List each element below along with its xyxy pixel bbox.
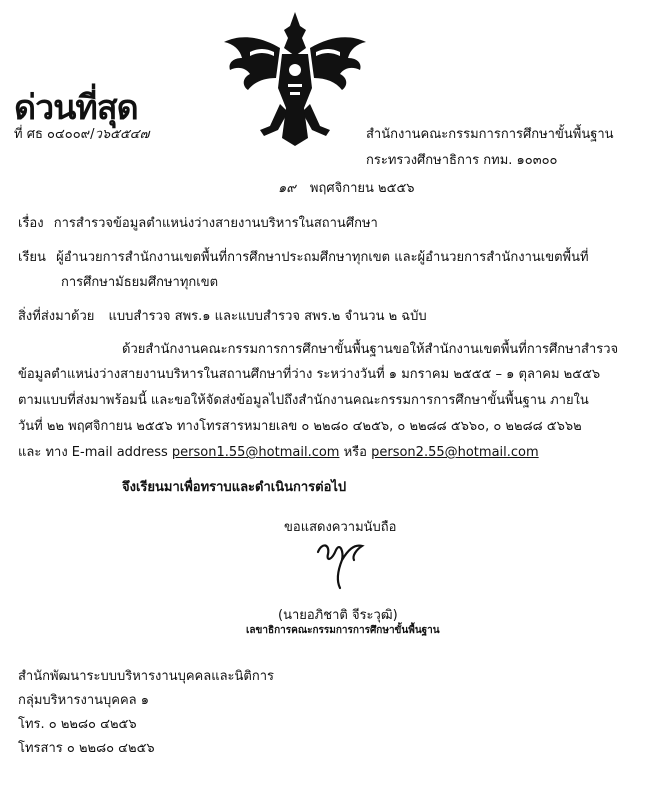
document-date <box>278 177 415 198</box>
reference-handwritten-number: ว๖๕๕๔๗ <box>94 127 150 142</box>
sender-ministry: กระทรวงศึกษาธิการ กทม. ๑๐๓๐๐ <box>366 153 558 168</box>
recipient-label: เรียน <box>18 250 46 265</box>
date-month-year: พฤศจิกายน ๒๕๕๖ <box>309 181 415 196</box>
footer-group: กลุ่มบริหารงานบุคคล ๑ <box>18 693 150 708</box>
urgency-heading: ด่วนที่สุด <box>14 88 138 128</box>
regards: ขอแสดงความนับถือ <box>284 520 397 535</box>
enclosure-label: สิ่งที่ส่งมาด้วย <box>18 309 95 324</box>
enclosure-text: แบบสำรวจ สพร.๑ และแบบสำรวจ สพร.๒ จำนวน ๒ ฉบับ <box>108 309 427 324</box>
subject-line <box>18 212 378 233</box>
signer-name: (นายอภิชาติ จีระวุฒิ) <box>278 608 398 623</box>
enclosure-line <box>18 305 427 326</box>
document-reference <box>14 123 149 144</box>
sender-office: สำนักงานคณะกรรมการการศึกษาขั้นพื้นฐาน <box>366 127 614 142</box>
reference-prefix: ที่ ศธ ๐๔๐๐๙/ <box>14 127 95 142</box>
closing-request: จึงเรียนมาเพื่อทราบและดำเนินการต่อไป <box>122 480 347 495</box>
body-line: ข้อมูลตำแหน่งว่างสายงานบริหารในสถานศึกษาที่ว่าง ระหว่างวันที่ ๑ มกราคม ๒๕๕๕ – ๑ ตุลาคม ๒๕๕๖ <box>18 367 601 382</box>
body-line: ตามแบบที่ส่งมาพร้อมนี้ และขอให้จัดส่งข้อมูลไปถึงสำนักงานคณะกรรมการการศึกษาขั้นพื้นฐาน ภายใน <box>18 393 589 408</box>
email-link-1[interactable]: person1.55@hotmail.com <box>171 445 340 460</box>
footer-fax: โทรสาร ๐ ๒๒๘๐ ๔๒๕๖ <box>18 741 155 756</box>
recipient-text: ผู้อำนวยการสำนักงานเขตพื้นที่การศึกษาประถมศึกษาทุกเขต และผู้อำนวยการสำนักงานเขตพื้นที่ <box>56 250 589 265</box>
signature-mark <box>312 530 372 590</box>
footer-office: สำนักพัฒนาระบบบริหารงานบุคคลและนิติการ <box>18 669 275 684</box>
subject-text: การสำรวจข้อมูลตำแหน่งว่างสายงานบริหารในสถานศึกษา <box>53 216 378 231</box>
email-prefix: และ ทาง E-mail address <box>18 445 168 460</box>
body-line: วันที่ ๒๒ พฤศจิกายน ๒๕๕๖ ทางโทรสารหมายเลข ๐ ๒๒๘๐ ๔๒๕๖, ๐ ๒๒๘๘ ๕๖๖๐, ๐ ๒๒๘๘ ๕๖๖๒ <box>18 419 582 434</box>
email-link-2[interactable]: person2.55@hotmail.com <box>371 445 539 460</box>
body-line-email <box>18 441 539 462</box>
signer-position: เลขาธิการคณะกรรมการการศึกษาขั้นพื้นฐาน <box>246 625 440 636</box>
garuda-emblem <box>220 8 370 148</box>
footer-telephone: โทร. ๐ ๒๒๘๐ ๔๒๕๖ <box>18 717 137 732</box>
body-line: ด้วยสำนักงานคณะกรรมการการศึกษาขั้นพื้นฐานขอให้สำนักงานเขตพื้นที่การศึกษาสำรวจ <box>122 342 619 357</box>
email-or: หรือ <box>343 445 367 460</box>
recipient-line <box>18 246 589 267</box>
subject-label: เรื่อง <box>18 216 44 231</box>
date-day-handwritten: ๑๙ <box>278 181 296 196</box>
recipient-text-continued: การศึกษามัธยมศึกษาทุกเขต <box>61 275 219 290</box>
